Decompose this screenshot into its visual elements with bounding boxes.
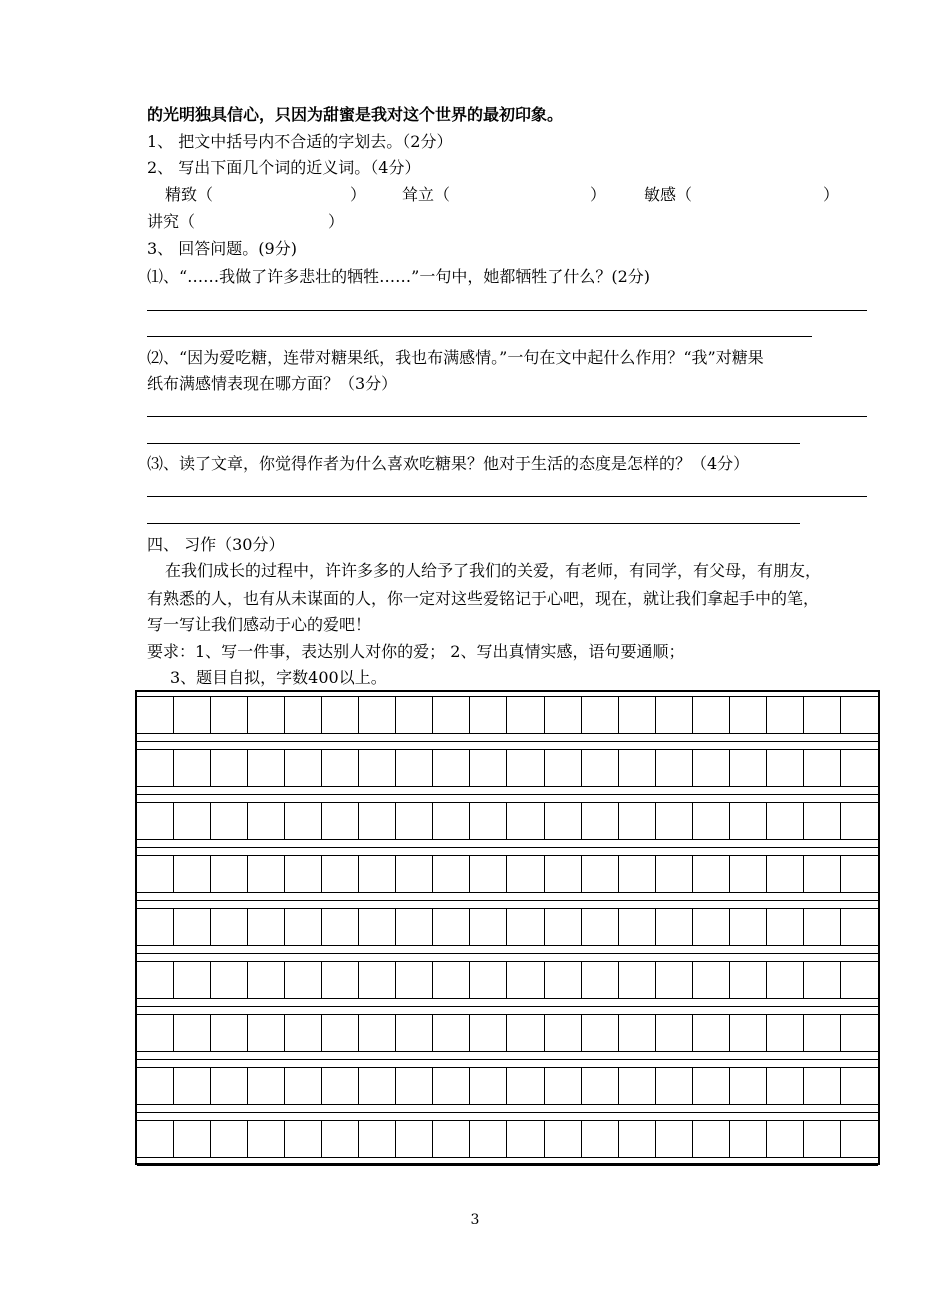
grid-cell[interactable] (545, 962, 582, 998)
grid-cell[interactable] (396, 1068, 433, 1104)
grid-gap-line (137, 1112, 878, 1113)
grid-cell[interactable] (619, 1015, 656, 1051)
grid-cell[interactable] (619, 962, 656, 998)
grid-cell[interactable] (470, 856, 507, 892)
grid-cell[interactable] (656, 909, 693, 945)
grid-cell[interactable] (211, 750, 248, 786)
grid-gap-line (137, 1059, 878, 1060)
grid-cell[interactable] (211, 909, 248, 945)
grid-cell[interactable] (359, 909, 396, 945)
grid-cell[interactable] (137, 1015, 174, 1051)
grid-cell[interactable] (582, 1121, 619, 1157)
answer-line (147, 443, 800, 444)
grid-cell[interactable] (322, 1121, 359, 1157)
grid-cell[interactable] (508, 1068, 545, 1104)
grid-cell[interactable] (174, 1121, 211, 1157)
grid-cell[interactable] (545, 1068, 582, 1104)
writing-prompt-line-3: 写一写让我们感动于心的爱吧！ (147, 615, 372, 634)
grid-row (137, 749, 878, 787)
grid-cell[interactable] (508, 962, 545, 998)
grid-cell[interactable] (359, 1121, 396, 1157)
grid-cell[interactable] (508, 1015, 545, 1051)
grid-cell[interactable] (693, 750, 730, 786)
synonym-word-4: 讲究（ (147, 212, 196, 231)
grid-cell[interactable] (804, 1121, 841, 1157)
grid-cell[interactable] (322, 697, 359, 733)
grid-cell[interactable] (174, 856, 211, 892)
grid-cell[interactable] (211, 697, 248, 733)
grid-cell[interactable] (248, 1068, 285, 1104)
grid-cell[interactable] (693, 1121, 730, 1157)
grid-cell[interactable] (211, 856, 248, 892)
grid-cell[interactable] (804, 1015, 841, 1051)
grid-cell[interactable] (545, 1015, 582, 1051)
grid-cell[interactable] (804, 856, 841, 892)
grid-cell[interactable] (396, 750, 433, 786)
grid-cell[interactable] (730, 1068, 767, 1104)
grid-gap-line (137, 741, 878, 742)
grid-cell[interactable] (470, 697, 507, 733)
grid-cell[interactable] (545, 1121, 582, 1157)
grid-cell[interactable] (433, 750, 470, 786)
grid-cell[interactable] (619, 856, 656, 892)
grid-cell[interactable] (137, 803, 174, 839)
grid-cell[interactable] (767, 962, 804, 998)
grid-cell[interactable] (359, 1015, 396, 1051)
grid-cell[interactable] (693, 697, 730, 733)
grid-cell[interactable] (211, 1121, 248, 1157)
grid-cell[interactable] (582, 962, 619, 998)
grid-cell[interactable] (248, 909, 285, 945)
synonym-word-1: 精致（ (165, 185, 214, 204)
answer-line (147, 496, 867, 497)
grid-cell[interactable] (470, 750, 507, 786)
grid-cell[interactable] (211, 962, 248, 998)
grid-cell[interactable] (174, 1015, 211, 1051)
answer-line (147, 523, 800, 524)
grid-cell[interactable] (174, 803, 211, 839)
grid-cell[interactable] (582, 909, 619, 945)
grid-cell[interactable] (582, 750, 619, 786)
grid-cell[interactable] (730, 962, 767, 998)
grid-cell[interactable] (433, 697, 470, 733)
grid-cell[interactable] (767, 856, 804, 892)
grid-cell[interactable] (359, 1068, 396, 1104)
requirements-line-1: 要求：1、写一件事，表达别人对你的爱； 2、写出真情实感，语句要通顺； (147, 642, 685, 661)
grid-cell[interactable] (322, 803, 359, 839)
grid-cell[interactable] (433, 1068, 470, 1104)
grid-cell[interactable] (545, 697, 582, 733)
grid-cell[interactable] (656, 1121, 693, 1157)
grid-cell[interactable] (730, 803, 767, 839)
grid-cell[interactable] (137, 909, 174, 945)
synonym-word-2-close: ） (590, 185, 607, 204)
grid-cell[interactable] (508, 750, 545, 786)
grid-cell[interactable] (396, 856, 433, 892)
grid-cell[interactable] (470, 909, 507, 945)
grid-row (137, 908, 878, 946)
grid-cell[interactable] (137, 750, 174, 786)
grid-cell[interactable] (433, 1015, 470, 1051)
grid-cell[interactable] (470, 962, 507, 998)
question-3-3: ⑶、读了文章，你觉得作者为什么喜欢吃糖果？他对于生活的态度是怎样的？（4分） (147, 454, 750, 473)
grid-cell[interactable] (137, 1068, 174, 1104)
grid-cell[interactable] (322, 909, 359, 945)
grid-cell[interactable] (359, 962, 396, 998)
writing-prompt-line-2: 有熟悉的人，也有从未谋面的人，你一定对这些爱铭记于心吧，现在，就让我们拿起手中的笔， (147, 589, 820, 608)
grid-cell[interactable] (804, 1068, 841, 1104)
grid-cell[interactable] (656, 962, 693, 998)
grid-cell[interactable] (322, 856, 359, 892)
grid-cell[interactable] (730, 909, 767, 945)
grid-cell[interactable] (137, 1121, 174, 1157)
grid-gap-line (137, 847, 878, 848)
writing-prompt-line-1: 在我们成长的过程中，许许多多的人给予了我们的关爱，有老师，有同学，有父母，有朋友， (165, 561, 822, 580)
synonym-word-2: 耸立（ (402, 185, 451, 204)
grid-cell[interactable] (285, 1068, 322, 1104)
grid-cell[interactable] (248, 962, 285, 998)
grid-cell[interactable] (285, 909, 322, 945)
grid-cell[interactable] (508, 909, 545, 945)
grid-cell[interactable] (137, 962, 174, 998)
passage-ending: 的光明独具信心，只因为甜蜜是我对这个世界的最初印象。 (147, 105, 564, 124)
grid-cell[interactable] (174, 750, 211, 786)
grid-cell[interactable] (656, 1015, 693, 1051)
grid-cell[interactable] (767, 697, 804, 733)
grid-cell[interactable] (137, 697, 174, 733)
grid-cell[interactable] (804, 803, 841, 839)
grid-cell[interactable] (470, 1068, 507, 1104)
grid-cell[interactable] (433, 1121, 470, 1157)
grid-cell[interactable] (804, 962, 841, 998)
grid-cell[interactable] (248, 803, 285, 839)
grid-cell[interactable] (396, 803, 433, 839)
answer-line (147, 310, 867, 311)
grid-gap-line (137, 900, 878, 901)
grid-cell[interactable] (174, 1068, 211, 1104)
grid-row (137, 961, 878, 999)
grid-cell[interactable] (211, 1015, 248, 1051)
answer-line (147, 416, 867, 417)
grid-gap-line (137, 1006, 878, 1007)
grid-cell[interactable] (619, 803, 656, 839)
grid-gap-line (137, 1165, 878, 1166)
grid-cell[interactable] (619, 909, 656, 945)
grid-row (137, 696, 878, 734)
grid-cell[interactable] (359, 750, 396, 786)
grid-cell[interactable] (248, 856, 285, 892)
grid-cell[interactable] (433, 856, 470, 892)
composition-grid[interactable] (135, 690, 880, 1165)
grid-cell[interactable] (582, 803, 619, 839)
grid-cell[interactable] (767, 909, 804, 945)
grid-cell[interactable] (693, 1068, 730, 1104)
grid-cell[interactable] (211, 1068, 248, 1104)
grid-cell[interactable] (730, 1121, 767, 1157)
grid-cell[interactable] (582, 1015, 619, 1051)
section-4-title: 四、 习作（30分） (147, 535, 285, 554)
grid-cell[interactable] (174, 909, 211, 945)
grid-cell[interactable] (545, 750, 582, 786)
question-3: 3、 回答问题。(9分) (147, 239, 297, 258)
grid-cell[interactable] (619, 697, 656, 733)
synonym-word-4-close: ） (328, 212, 345, 231)
grid-row (137, 802, 878, 840)
grid-cell[interactable] (285, 1015, 322, 1051)
grid-cell[interactable] (359, 856, 396, 892)
grid-cell[interactable] (211, 803, 248, 839)
grid-cell[interactable] (396, 962, 433, 998)
grid-cell[interactable] (285, 962, 322, 998)
grid-cell[interactable] (470, 1015, 507, 1051)
grid-cell[interactable] (285, 1121, 322, 1157)
grid-cell[interactable] (582, 1068, 619, 1104)
grid-cell[interactable] (545, 909, 582, 945)
grid-cell[interactable] (767, 1068, 804, 1104)
grid-cell[interactable] (322, 962, 359, 998)
grid-cell[interactable] (285, 750, 322, 786)
grid-cell[interactable] (470, 1121, 507, 1157)
grid-gap-line (137, 953, 878, 954)
synonym-word-1-close: ） (350, 185, 367, 204)
question-3-2-cont: 纸布满感情表现在哪方面？（3分） (147, 374, 398, 393)
grid-cell[interactable] (322, 1015, 359, 1051)
grid-cell[interactable] (433, 962, 470, 998)
grid-cell[interactable] (248, 750, 285, 786)
grid-cell[interactable] (767, 803, 804, 839)
question-2: 2、 写出下面几个词的近义词。（4分） (147, 158, 421, 177)
grid-row (137, 1067, 878, 1105)
grid-cell[interactable] (619, 1068, 656, 1104)
grid-cell[interactable] (804, 750, 841, 786)
grid-cell[interactable] (285, 697, 322, 733)
grid-cell[interactable] (730, 697, 767, 733)
grid-cell[interactable] (804, 909, 841, 945)
answer-line (147, 336, 812, 337)
grid-cell[interactable] (545, 856, 582, 892)
grid-cell[interactable] (396, 909, 433, 945)
grid-cell[interactable] (285, 803, 322, 839)
question-3-2: ⑵、“因为爱吃糖，连带对糖果纸，我也布满感情。”一句在文中起什么作用？“我”对糖果 (147, 348, 764, 367)
grid-cell[interactable] (285, 856, 322, 892)
grid-cell[interactable] (582, 856, 619, 892)
grid-cell[interactable] (359, 697, 396, 733)
grid-cell[interactable] (767, 1015, 804, 1051)
grid-cell[interactable] (693, 909, 730, 945)
requirements-line-2: 3、题目自拟，字数400以上。 (170, 668, 387, 687)
grid-cell[interactable] (174, 697, 211, 733)
grid-cell[interactable] (619, 1121, 656, 1157)
grid-row (137, 1014, 878, 1052)
grid-cell[interactable] (396, 1121, 433, 1157)
grid-cell[interactable] (174, 962, 211, 998)
grid-cell[interactable] (508, 1121, 545, 1157)
grid-cell[interactable] (656, 750, 693, 786)
grid-cell[interactable] (508, 697, 545, 733)
page-number: 3 (470, 1212, 480, 1228)
grid-cell[interactable] (248, 1015, 285, 1051)
grid-gap-line (137, 794, 878, 795)
grid-cell[interactable] (433, 803, 470, 839)
grid-cell[interactable] (582, 697, 619, 733)
synonym-word-3: 敏感（ (644, 185, 693, 204)
grid-cell[interactable] (656, 697, 693, 733)
grid-cell[interactable] (656, 803, 693, 839)
grid-cell[interactable] (508, 856, 545, 892)
grid-cell[interactable] (693, 962, 730, 998)
grid-row (137, 1120, 878, 1158)
question-3-1: ⑴、“……我做了许多悲壮的牺牲……”一句中，她都牺牲了什么？(2分) (147, 267, 651, 286)
grid-cell[interactable] (508, 803, 545, 839)
grid-cell[interactable] (693, 856, 730, 892)
grid-cell[interactable] (767, 750, 804, 786)
grid-row (137, 855, 878, 893)
synonym-word-3-close: ） (823, 185, 840, 204)
grid-cell[interactable] (248, 697, 285, 733)
grid-cell[interactable] (433, 909, 470, 945)
grid-cell[interactable] (656, 1068, 693, 1104)
grid-cell[interactable] (804, 697, 841, 733)
grid-cell[interactable] (619, 750, 656, 786)
grid-cell[interactable] (693, 803, 730, 839)
grid-cell[interactable] (137, 856, 174, 892)
grid-cell[interactable] (359, 803, 396, 839)
grid-cell[interactable] (693, 1015, 730, 1051)
grid-cell[interactable] (396, 1015, 433, 1051)
grid-cell[interactable] (322, 750, 359, 786)
grid-cell[interactable] (396, 697, 433, 733)
grid-cell[interactable] (656, 856, 693, 892)
grid-cell[interactable] (767, 1121, 804, 1157)
grid-cell[interactable] (322, 1068, 359, 1104)
grid-cell[interactable] (730, 1015, 767, 1051)
question-1: 1、 把文中括号内不合适的字划去。（2分） (147, 132, 453, 151)
grid-cell[interactable] (730, 856, 767, 892)
grid-cell[interactable] (248, 1121, 285, 1157)
grid-cell[interactable] (730, 750, 767, 786)
grid-cell[interactable] (545, 803, 582, 839)
grid-cell[interactable] (470, 803, 507, 839)
